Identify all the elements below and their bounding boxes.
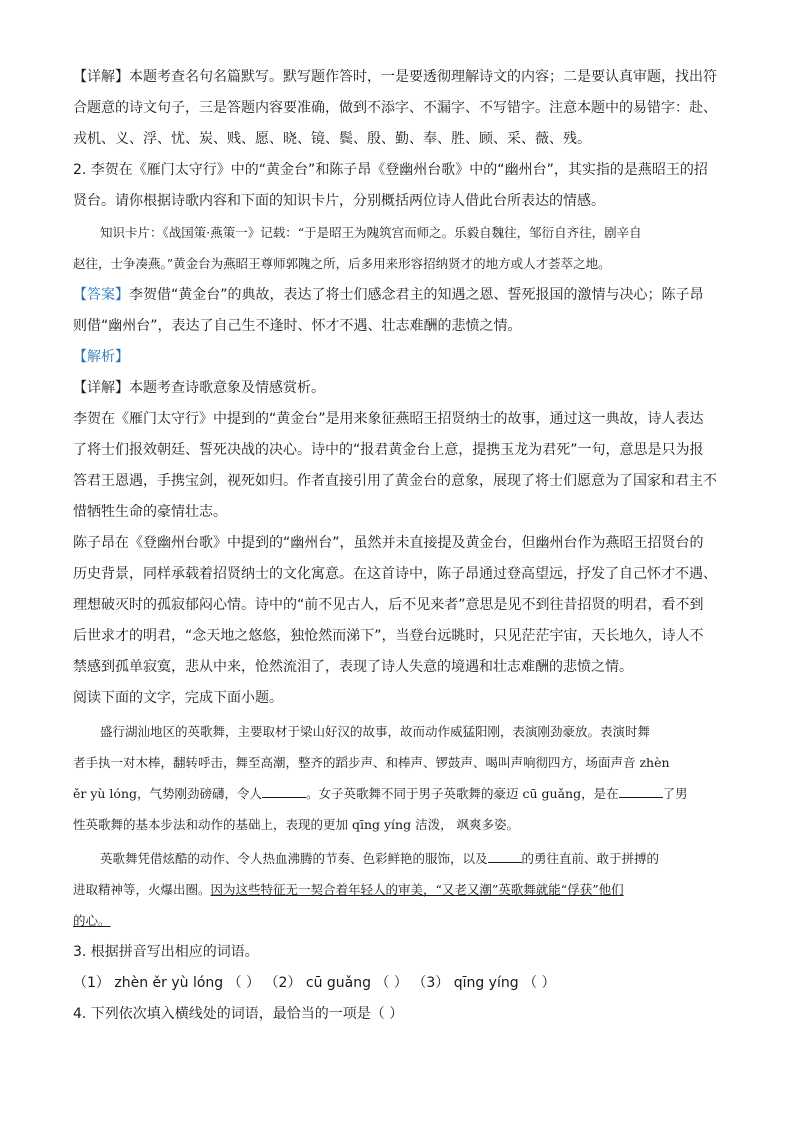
passage-text: 英歌舞凭借炫酷的动作、令人热血沸腾的节奏、色彩鲜艳的服饰，以及 bbox=[100, 851, 488, 866]
question-4: 4. 下列依次填入横线处的词语，最恰当的一项是（ ） bbox=[73, 1006, 404, 1022]
answer-line-2: 则借“幽州台”，表达了自己生不逢时、怀才不遇、壮志难酬的悲愤之情。 bbox=[73, 318, 522, 334]
passage-line-2: 者手执一对木棒，翻转呼击，舞至高潮，整齐的蹈步声、和棒声、锣鼓声、喝叫声响彻四方，场面声音 zhèn bbox=[73, 755, 670, 770]
answer-text: 李贺借“黄金台”的典故，表达了将士们感念君主的知遇之恩、誓死报国的激情与决心；陈子昂 bbox=[129, 287, 704, 303]
passage-line-3 bbox=[73, 784, 688, 804]
question-2-line-2: 贤台。请你根据诗歌内容和下面的知识卡片，分别概括两位诗人借此台所表达的情感。 bbox=[73, 193, 605, 209]
reading-instruction: 阅读下面的文字，完成下面小题。 bbox=[73, 690, 283, 706]
passage-text: 的勇往直前、敢于拼搏的 bbox=[521, 851, 660, 866]
passage-text: 。女子英歌舞不同于男子英歌舞的豪迈 cū guǎng，是在 bbox=[306, 786, 619, 801]
blank-2 bbox=[619, 784, 663, 798]
question-2-line-1: 2. 李贺在《雁门太守行》中的“黄金台”和陈子昂《登幽州台歌》中的“幽州台”，其实指的是燕昭王的招 bbox=[73, 162, 708, 178]
analysis-line-2: 李贺在《雁门太守行》中提到的“黄金台”是用来象征燕昭王招贤纳士的故事，通过这一典故，诗人表达 bbox=[73, 411, 704, 427]
question-3-items: （1） zhèn ěr yù lóng （ ） （2） cū guǎng （ ） （3） qīng yíng （ ） bbox=[73, 975, 556, 991]
blank-3 bbox=[488, 849, 522, 863]
passage-text: ěr yù lóng，气势刚劲磅礴，令人 bbox=[73, 786, 263, 801]
analysis-line-5: 惜牺牲生命的豪情壮志。 bbox=[73, 504, 227, 520]
knowledge-card-line-2: 赵往，士争凑燕。”黄金台为燕昭王尊师郭隗之所，后多用来形容招纳贤才的地方或人才荟萃之地。 bbox=[73, 256, 611, 271]
knowledge-card-line-1: 知识卡片：《战国策·燕策一》记载：“于是昭王为隗筑宫而师之。乐毅自魏往，邹衍自齐往，剧辛自 bbox=[100, 225, 642, 240]
analysis-line-6: 陈子昂在《登幽州台歌》中提到的“幽州台”，虽然并未直接提及黄金台，但幽州台作为燕昭王招贤台的 bbox=[73, 535, 704, 551]
passage-text: 了男 bbox=[662, 786, 688, 801]
answer-line-1 bbox=[73, 285, 704, 305]
analysis-tag: 【解析】 bbox=[73, 349, 129, 365]
underlined-sentence: 因为这些特征无一契合着年轻人的审美，“又老又潮”英歌舞就能“俘获”他们 bbox=[210, 882, 624, 897]
passage-line-6 bbox=[73, 880, 624, 900]
detail-line-1: 【详解】本题考查名句名篇默写。默写题作答时，一是要透彻理解诗文的内容；二是要认真审题，找出符 bbox=[73, 69, 717, 85]
detail-line-2: 合题意的诗文句子，三是答题内容要准确，做到不添字、不漏字、不写错字。注意本题中的易错字：赴、 bbox=[73, 100, 717, 116]
detail-line-3: 戎机、义、浮、忧、炭、贱、愿、晓、镜、鬓、殷、勤、奉、胜、顾、采、薇、残。 bbox=[73, 131, 591, 147]
analysis-line-1: 【详解】本题考查诗歌意象及情感赏析。 bbox=[73, 380, 325, 396]
passage-line-4: 性英歌舞的基本步法和动作的基础上，表现的更加 qīng yíng 洁泼， 飒爽多姿。 bbox=[73, 817, 520, 832]
passage-line-7: 的心。 bbox=[73, 913, 111, 928]
passage-line-1: 盛行湖汕地区的英歌舞，主要取材于梁山好汉的故事，故而动作威猛阳刚，表演刚劲豪放。表演时舞 bbox=[100, 724, 651, 739]
question-3: 3. 根据拼音写出相应的词语。 bbox=[73, 944, 259, 960]
blank-1 bbox=[262, 784, 306, 798]
passage-text: 进取精神等，火爆出圈。 bbox=[73, 882, 211, 897]
passage-line-5 bbox=[100, 849, 659, 869]
analysis-line-3: 了将士们报效朝廷、誓死决战的决心。诗中的“报君黄金台上意，提携玉龙为君死”一句，意思是只为报 bbox=[73, 442, 704, 458]
answer-tag: 【答案】 bbox=[73, 287, 129, 303]
analysis-line-8: 理想破灭时的孤寂郁闷心情。诗中的“前不见古人，后不见来者”意思是见不到往昔招贤的明君，看不到 bbox=[73, 597, 704, 613]
analysis-line-7: 历史背景，同样承载着招贤纳士的文化寓意。在这首诗中，陈子昂通过登高望远，抒发了自己怀才不遇、 bbox=[73, 566, 717, 582]
analysis-line-9: 后世求才的明君，“念天地之悠悠，独怆然而涕下”，当登台远眺时，只见茫茫宇宙，天长地久，诗人不 bbox=[73, 628, 704, 644]
analysis-line-10: 禁感到孤单寂寞，悲从中来，怆然流泪了，表现了诗人失意的境遇和壮志难酬的悲愤之情。 bbox=[73, 659, 633, 675]
analysis-line-4: 答君王恩遇，手携宝剑，视死如归。作者直接引用了黄金台的意象，展现了将士们愿意为了国家和君主不 bbox=[73, 473, 717, 489]
